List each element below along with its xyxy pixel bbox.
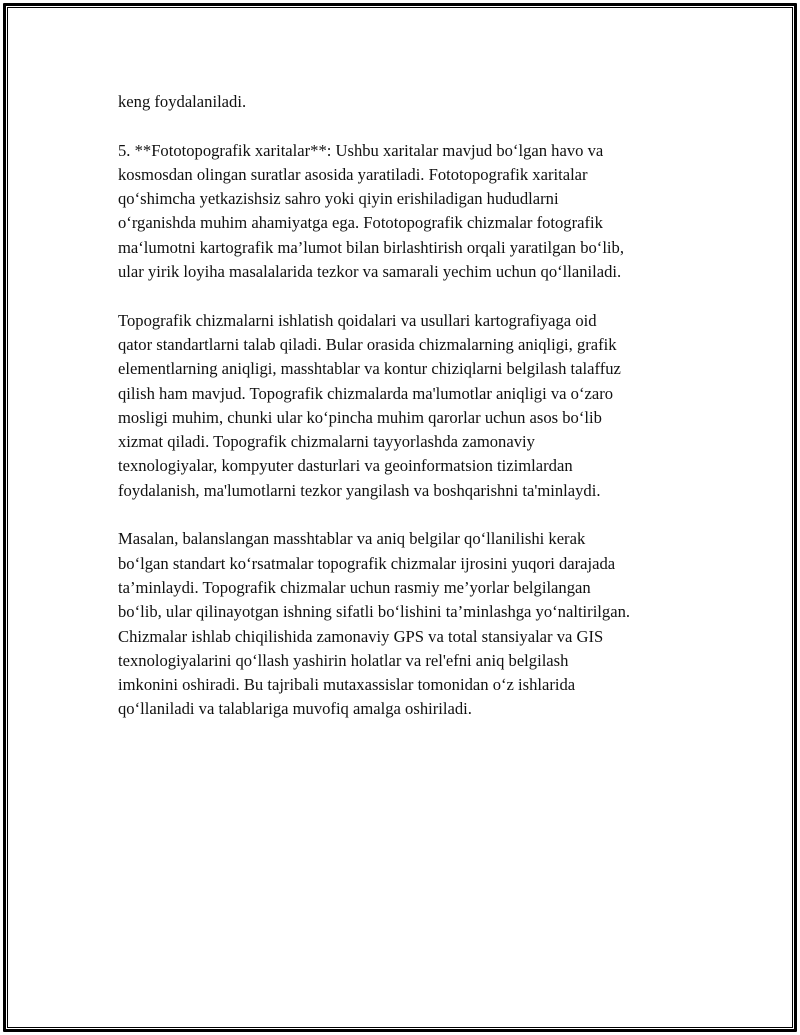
paragraph-masalan: Masalan, balanslangan masshtablar va aniq belgilar qo‘llanilishi kerak bo‘lgan standart ko‘rsatmalar topografik chizmalar ijrosini yuqori darajada ta’minlaydi. Topografik chizmalar uchun rasmiy me’yorlar belgilangan bo‘lib, ular qilinayotgan ishning sifatli bo‘lishini ta’minlashga yo‘naltirilgan. Chizmalar ishlab chiqilishida zamonaviy GPS va total stansiyalar va GIS texnologiyalarini qo‘llash yashirin holatlar va rel'efni aniq belgilash imkonini oshiradi. Bu tajribali mutaxassislar tomonidan o‘z ishlarida qo‘llaniladi va talablariga muvofiq amalga oshiriladi. (118, 529, 631, 719)
paragraph-topografik-chizmalar-qoidalari: Topografik chizmalarni ishlatish qoidalari va usullari kartografiyaga oid qator standartlarni talab qiladi. Bular orasida chizmalarning aniqligi, grafik elementlarning aniqligi, masshtablar va kontur chiziqlarni belgilash talaffuz qilish ham mavjud. Topografik chizmalarda ma'lumotlar aniqligi va o‘zaro mosligi muhim, chunki ular ko‘pincha muhim qarorlar uchun asos bo‘lib xizmat qiladi. Topografik chizmalarni tayyorlashda zamonaviy texnologiyalar, kompyuter dasturlari va geoinformatsion tizimlardan foydalanish, ma'lumotlarni tezkor yangilash va boshqarishni ta'minlaydi. (118, 310, 621, 500)
paragraph-fototopografik-xaritalar: 5. **Fototopografik xaritalar**: Ushbu xaritalar mavjud bo‘lgan havo va kosmosdan olingan suratlar asosida yaratiladi. Fototopografik xaritalar qo‘shimcha yetkazishsiz sahro yoki qiyin erishiladigan hududlarni o‘rganishda muhim ahamiyatga ega. Fototopografik chizmalar fotografik ma‘lumotni kartografik ma’lumot bilan birlashtirish orqali yaratilgan bo‘lib, ular yirik loyiha masalalarida tezkor va samarali yechim uchun qo‘llaniladi. (118, 140, 624, 282)
paragraph-continuation: keng foydalaniladi. (118, 92, 247, 111)
document-body (118, 90, 698, 746)
